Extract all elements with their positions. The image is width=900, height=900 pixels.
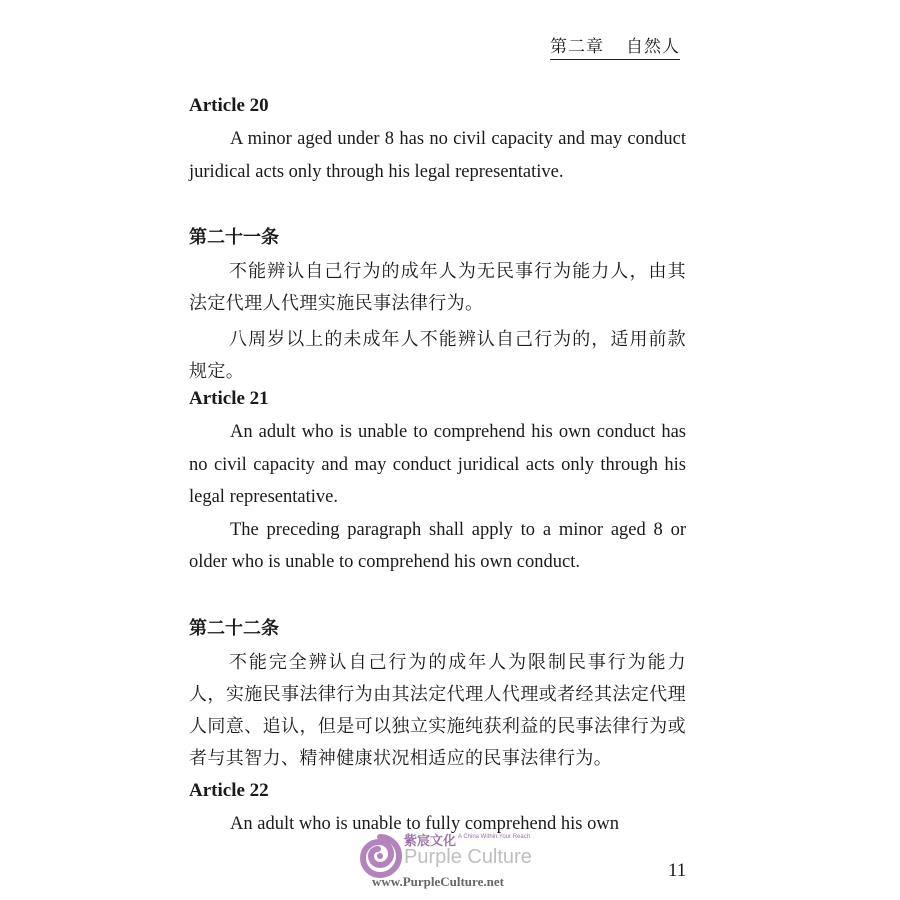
article-22-zh <box>189 617 686 775</box>
watermark-tagline: A China Within Your Reach <box>458 834 531 840</box>
article-21-zh <box>189 226 686 388</box>
article-20-paragraph-1: A minor aged under 8 has no civil capacity and may conduct juridical acts only through his legal representative. <box>189 129 686 182</box>
article-22-zh-heading: 第二十二条 <box>189 618 279 639</box>
article-21-zh-paragraph-1: 不能辨认自己行为的成年人为无民事行为能力人，由其法定代理人代理实施民事法律行为。 <box>189 261 686 314</box>
article-21-heading: Article 21 <box>189 388 269 409</box>
article-22-heading: Article 22 <box>189 780 269 801</box>
article-21-paragraph-1: An adult who is unable to comprehend his own conduct has no civil capacity and may conduct juridical acts only through his legal representative. <box>189 422 686 507</box>
article-22-zh-paragraph-1: 不能完全辨认自己行为的成年人为限制民事行为能力人，实施民事法律行为由其法定代理人代理或者经其法定代理人同意、追认，但是可以独立实施纯获利益的民事法律行为或者与其智力、精神健康状况相适应的民事法律行为。 <box>189 652 686 769</box>
watermark-url: www.PurpleCulture.net <box>372 874 504 889</box>
article-20-en <box>189 94 686 188</box>
chapter-title: 自然人 <box>626 37 680 57</box>
purple-culture-logo-icon <box>358 834 402 878</box>
article-21-paragraph-2: The preceding paragraph shall apply to a minor aged 8 or older who is unable to comprehend his own conduct. <box>189 519 686 572</box>
watermark-brand-name: Purple Culture <box>404 846 532 868</box>
running-header <box>550 32 680 60</box>
article-21-zh-heading: 第二十一条 <box>189 227 279 248</box>
purple-culture-watermark <box>358 826 558 892</box>
page-number: 11 <box>668 860 687 881</box>
chapter-number: 第二章 <box>550 37 604 57</box>
article-21-zh-paragraph-2: 八周岁以上的未成年人不能辨认自己行为的，适用前款规定。 <box>189 329 686 382</box>
article-22-paragraph-1: An adult who is unable to fully comprehend his own <box>230 814 619 834</box>
article-20-heading: Article 20 <box>189 95 269 116</box>
article-21-en <box>189 387 686 579</box>
watermark-chinese-name: 紫宸文化 <box>404 834 457 849</box>
